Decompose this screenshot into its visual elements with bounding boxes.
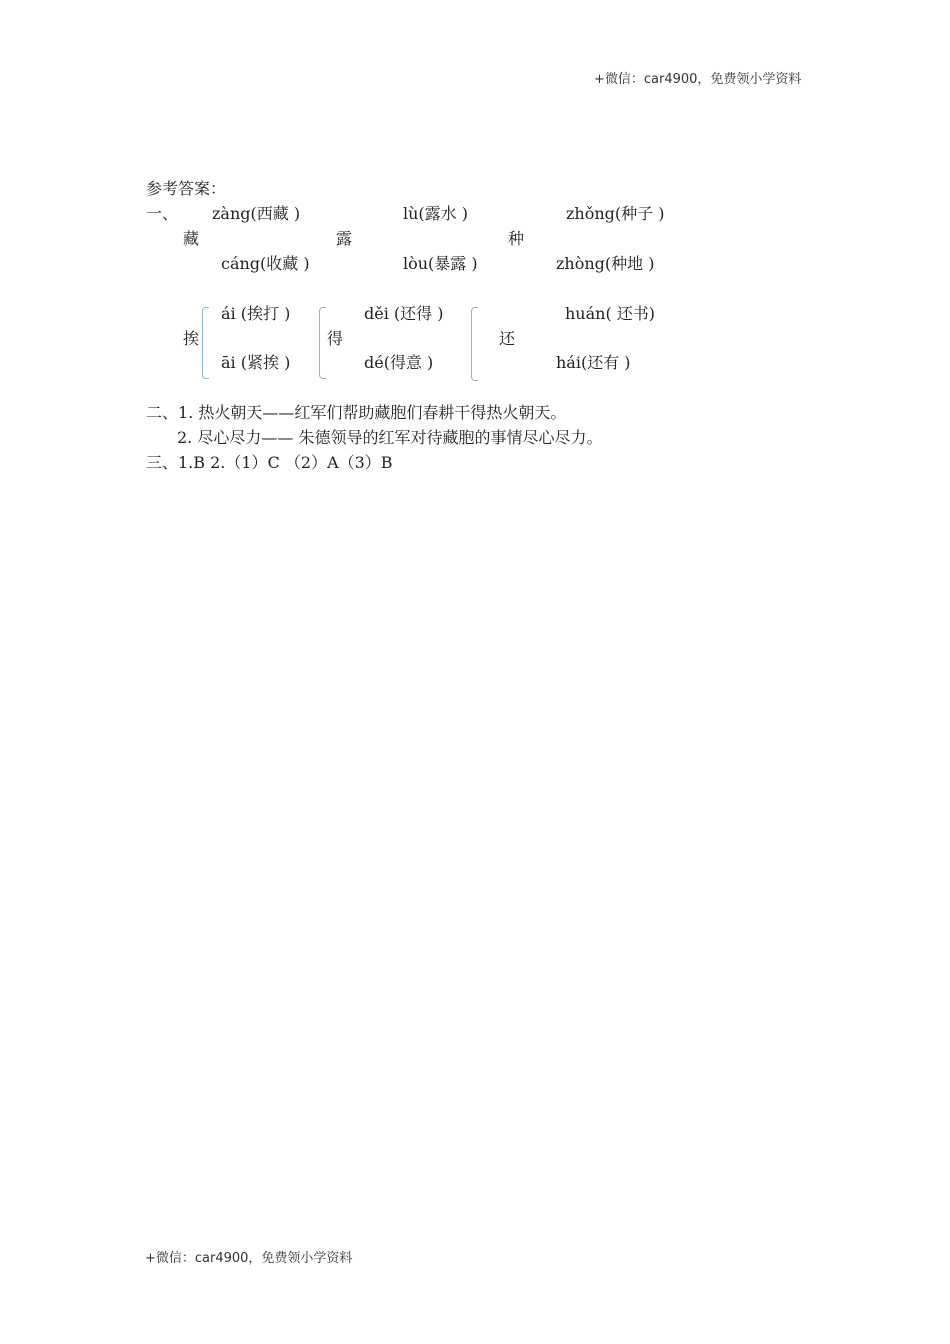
g4-pinyin-a: ái (挨打 ) (221, 304, 291, 323)
footer-note: +微信：car4900，免费领小学资料 (145, 1251, 353, 1266)
g1-pinyin-b: cáng(收藏 ) (221, 254, 310, 273)
section-2-line-2: 2. 尽心尽力—— 朱德领导的红军对待藏胞的事情尽心尽力。 (177, 428, 603, 447)
g6-char: 还 (499, 329, 516, 348)
answer-title: 参考答案： (146, 179, 227, 198)
g3-pinyin-a: zhǒng(种子 ) (566, 204, 665, 223)
g2-pinyin-b: lòu(暴露 ) (403, 254, 478, 273)
section-2-line-1: 二、1. 热火朝天——红军们帮助藏胞们春耕干得热火朝天。 (146, 403, 567, 422)
g5-char: 得 (327, 329, 344, 348)
g2-char: 露 (336, 229, 353, 248)
g1-pinyin-a: zàng(西藏 ) (212, 204, 301, 223)
g5-pinyin-a: děi (还得 ) (364, 304, 444, 323)
g6-pinyin-a: huán( 还书) (565, 304, 656, 323)
g4-brace (202, 307, 209, 379)
g5-brace (319, 307, 326, 379)
g6-brace (471, 307, 478, 381)
g6-pinyin-b: hái(还有 ) (556, 353, 631, 372)
g3-pinyin-b: zhòng(种地 ) (556, 254, 655, 273)
g4-pinyin-b: āi (紧挨 ) (221, 353, 291, 372)
section-3-line: 三、1.B 2.（1）C （2）A（3）B (146, 453, 393, 472)
header-note: +微信：car4900，免费领小学资料 (594, 72, 802, 87)
g4-char: 挨 (183, 329, 200, 348)
g5-pinyin-b: dé(得意 ) (364, 353, 434, 372)
g2-pinyin-a: lù(露水 ) (403, 204, 468, 223)
g3-char: 种 (508, 229, 525, 248)
g1-char: 藏 (183, 229, 200, 248)
section-1-label: 一、 (146, 204, 179, 223)
